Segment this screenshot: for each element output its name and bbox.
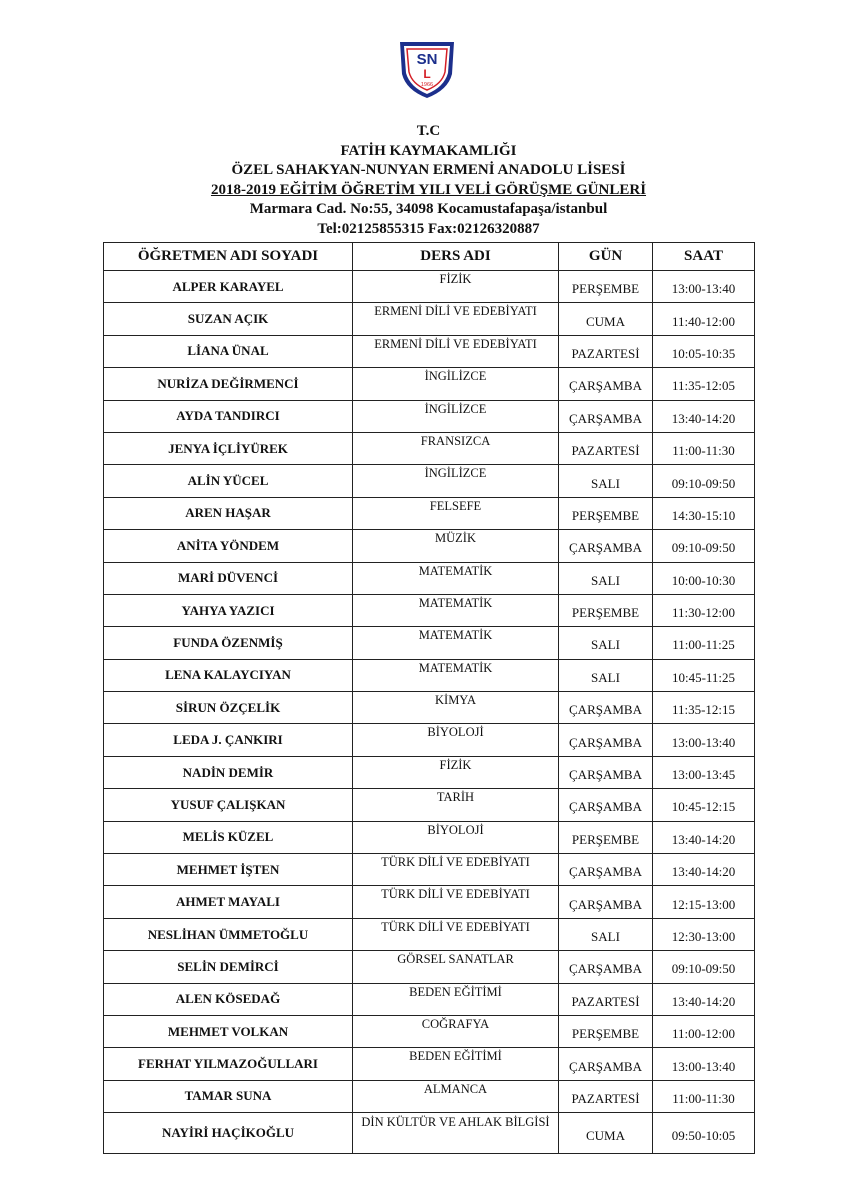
table-row — [104, 854, 755, 886]
meeting-day: ÇARŞAMBA — [559, 368, 653, 400]
subject-name: ERMENİ DİLİ VE EDEBİYATI — [353, 335, 559, 367]
subject-name: FELSEFE — [353, 497, 559, 529]
meeting-time: 11:35-12:05 — [653, 368, 755, 400]
subject-name: MÜZİK — [353, 530, 559, 562]
subject-name: İNGİLİZCE — [353, 400, 559, 432]
meeting-time: 11:00-11:30 — [653, 1080, 755, 1112]
table-row — [104, 983, 755, 1015]
teacher-name: NURİZA DEĞİRMENCİ — [104, 368, 353, 400]
meeting-day: SALI — [559, 659, 653, 691]
table-row — [104, 886, 755, 918]
table-row — [104, 1015, 755, 1047]
subject-name: ALMANCA — [353, 1080, 559, 1112]
meeting-time: 13:00-13:40 — [653, 271, 755, 303]
table-header-row — [104, 243, 755, 271]
meeting-time: 13:00-13:40 — [653, 1048, 755, 1080]
meeting-day: PERŞEMBE — [559, 821, 653, 853]
subject-name: BİYOLOJİ — [353, 724, 559, 756]
meeting-time: 13:40-14:20 — [653, 854, 755, 886]
table-row — [104, 1113, 755, 1154]
subject-name: ERMENİ DİLİ VE EDEBİYATI — [353, 303, 559, 335]
meeting-time: 11:00-11:25 — [653, 627, 755, 659]
meeting-time: 11:35-12:15 — [653, 692, 755, 724]
meeting-day: ÇARŞAMBA — [559, 854, 653, 886]
teacher-name: JENYA İÇLİYÜREK — [104, 432, 353, 464]
subject-name: MATEMATİK — [353, 627, 559, 659]
table-row — [104, 627, 755, 659]
subject-name: GÖRSEL SANATLAR — [353, 951, 559, 983]
subject-name: TÜRK DİLİ VE EDEBİYATI — [353, 918, 559, 950]
table-row — [104, 303, 755, 335]
meeting-time: 13:00-13:40 — [653, 724, 755, 756]
teacher-name: SUZAN AÇIK — [104, 303, 353, 335]
meeting-day: PAZARTESİ — [559, 335, 653, 367]
table-row — [104, 594, 755, 626]
teacher-name: YUSUF ÇALIŞKAN — [104, 789, 353, 821]
subject-name: KİMYA — [353, 692, 559, 724]
teacher-name: MEHMET İŞTEN — [104, 854, 353, 886]
table-row — [104, 756, 755, 788]
subject-name: TÜRK DİLİ VE EDEBİYATI — [353, 854, 559, 886]
col-day: GÜN — [559, 243, 653, 271]
subject-name: İNGİLİZCE — [353, 465, 559, 497]
header-line-tc: T.C — [416, 123, 441, 139]
table-row — [104, 821, 755, 853]
meeting-day: SALI — [559, 465, 653, 497]
table-row — [104, 659, 755, 691]
meeting-time: 13:40-14:20 — [653, 400, 755, 432]
table-row — [104, 918, 755, 950]
table-row — [104, 692, 755, 724]
col-subject: DERS ADI — [353, 243, 559, 271]
meeting-day: PERŞEMBE — [559, 497, 653, 529]
teacher-name: LEDA J. ÇANKIRI — [104, 724, 353, 756]
meeting-day: PERŞEMBE — [559, 1015, 653, 1047]
meeting-day: PERŞEMBE — [559, 594, 653, 626]
teacher-name: NADİN DEMİR — [104, 756, 353, 788]
meeting-day: ÇARŞAMBA — [559, 692, 653, 724]
meeting-schedule-table — [103, 242, 755, 1154]
table-row — [104, 368, 755, 400]
meeting-time: 09:10-09:50 — [653, 465, 755, 497]
school-logo — [392, 38, 462, 100]
meeting-time: 11:00-12:00 — [653, 1015, 755, 1047]
table-row — [104, 530, 755, 562]
svg-text:SN: SN — [416, 51, 438, 68]
meeting-time: 09:10-09:50 — [653, 951, 755, 983]
meeting-day: ÇARŞAMBA — [559, 400, 653, 432]
teacher-name: TAMAR SUNA — [104, 1080, 353, 1112]
teacher-name: NESLİHAN ÜMMETOĞLU — [104, 918, 353, 950]
subject-name: BİYOLOJİ — [353, 821, 559, 853]
teacher-name: ALİN YÜCEL — [104, 465, 353, 497]
meeting-day: CUMA — [559, 303, 653, 335]
table-row — [104, 335, 755, 367]
col-time: SAAT — [653, 243, 755, 271]
meeting-time: 12:30-13:00 — [653, 918, 755, 950]
subject-name: MATEMATİK — [353, 594, 559, 626]
meeting-day: ÇARŞAMBA — [559, 951, 653, 983]
teacher-name: FERHAT YILMAZOĞULLARI — [104, 1048, 353, 1080]
meeting-day: PAZARTESİ — [559, 1080, 653, 1112]
meeting-time: 13:40-14:20 — [653, 983, 755, 1015]
meeting-time: 13:40-14:20 — [653, 821, 755, 853]
meeting-time: 10:00-10:30 — [653, 562, 755, 594]
subject-name: COĞRAFYA — [353, 1015, 559, 1047]
header-address: Marmara Cad. No:55, 34098 Kocamustafapaşa/istanbul — [249, 201, 608, 217]
teacher-name: AYDA TANDIRCI — [104, 400, 353, 432]
teacher-name: MARİ DÜVENCİ — [104, 562, 353, 594]
meeting-day: PERŞEMBE — [559, 271, 653, 303]
meeting-day: SALI — [559, 562, 653, 594]
col-teacher: ÖĞRETMEN ADI SOYADI — [104, 243, 353, 271]
meeting-time: 10:45-11:25 — [653, 659, 755, 691]
meeting-day: ÇARŞAMBA — [559, 789, 653, 821]
table-row — [104, 724, 755, 756]
teacher-name: MELİS KÜZEL — [104, 821, 353, 853]
meeting-day: ÇARŞAMBA — [559, 724, 653, 756]
table-row — [104, 789, 755, 821]
teacher-name: LİANA ÜNAL — [104, 335, 353, 367]
meeting-time: 13:00-13:45 — [653, 756, 755, 788]
meeting-time: 12:15-13:00 — [653, 886, 755, 918]
header-contact: Tel:02125855315 Fax:02126320887 — [317, 220, 540, 237]
meeting-time: 11:30-12:00 — [653, 594, 755, 626]
table-row — [104, 1080, 755, 1112]
meeting-day: PAZARTESİ — [559, 983, 653, 1015]
teacher-name: MEHMET VOLKAN — [104, 1015, 353, 1047]
teacher-name: LENA KALAYCIYAN — [104, 659, 353, 691]
document-title: 2018-2019 EĞİTİM ÖĞRETİM YILI VELİ GÖRÜŞME GÜNLERİ — [210, 181, 647, 198]
subject-name: FİZİK — [353, 271, 559, 303]
table-row — [104, 465, 755, 497]
teacher-name: FUNDA ÖZENMİŞ — [104, 627, 353, 659]
table-row — [104, 951, 755, 983]
svg-text:L: L — [423, 67, 431, 81]
teacher-name: AREN HAŞAR — [104, 497, 353, 529]
subject-name: İNGİLİZCE — [353, 368, 559, 400]
subject-name: TÜRK DİLİ VE EDEBİYATI — [353, 886, 559, 918]
teacher-name: AHMET MAYALI — [104, 886, 353, 918]
teacher-name: SELİN DEMİRCİ — [104, 951, 353, 983]
subject-name: BEDEN EĞİTİMİ — [353, 1048, 559, 1080]
meeting-time: 11:40-12:00 — [653, 303, 755, 335]
meeting-time: 10:05-10:35 — [653, 335, 755, 367]
meeting-day: SALI — [559, 627, 653, 659]
table-row — [104, 497, 755, 529]
meeting-day: SALI — [559, 918, 653, 950]
teacher-name: ALEN KÖSEDAĞ — [104, 983, 353, 1015]
teacher-name: YAHYA YAZICI — [104, 594, 353, 626]
table-row — [104, 271, 755, 303]
subject-name: TARİH — [353, 789, 559, 821]
meeting-time: 10:45-12:15 — [653, 789, 755, 821]
meeting-day: ÇARŞAMBA — [559, 1048, 653, 1080]
subject-name: DİN KÜLTÜR VE AHLAK BİLGİSİ — [353, 1113, 559, 1154]
meeting-time: 09:10-09:50 — [653, 530, 755, 562]
teacher-name: SİRUN ÖZÇELİK — [104, 692, 353, 724]
meeting-day: ÇARŞAMBA — [559, 530, 653, 562]
meeting-day: ÇARŞAMBA — [559, 886, 653, 918]
teacher-name: NAYİRİ HAÇİKOĞLU — [104, 1113, 353, 1154]
subject-name: FİZİK — [353, 756, 559, 788]
meeting-time: 11:00-11:30 — [653, 432, 755, 464]
subject-name: MATEMATİK — [353, 562, 559, 594]
document-header — [0, 122, 857, 239]
subject-name: BEDEN EĞİTİMİ — [353, 983, 559, 1015]
table-row — [104, 432, 755, 464]
meeting-day: ÇARŞAMBA — [559, 756, 653, 788]
meeting-time: 09:50-10:05 — [653, 1113, 755, 1154]
meeting-day: PAZARTESİ — [559, 432, 653, 464]
meeting-time: 14:30-15:10 — [653, 497, 755, 529]
meeting-day: CUMA — [559, 1113, 653, 1154]
teacher-name: ANİTA YÖNDEM — [104, 530, 353, 562]
table-row — [104, 1048, 755, 1080]
table-row — [104, 400, 755, 432]
svg-text:1966: 1966 — [420, 82, 434, 88]
teacher-name: ALPER KARAYEL — [104, 271, 353, 303]
header-line-school: ÖZEL SAHAKYAN-NUNYAN ERMENİ ANADOLU LİSESİ — [231, 162, 626, 178]
header-line-district: FATİH KAYMAKAMLIĞI — [340, 142, 517, 159]
subject-name: FRANSIZCA — [353, 432, 559, 464]
table-row — [104, 562, 755, 594]
subject-name: MATEMATİK — [353, 659, 559, 691]
